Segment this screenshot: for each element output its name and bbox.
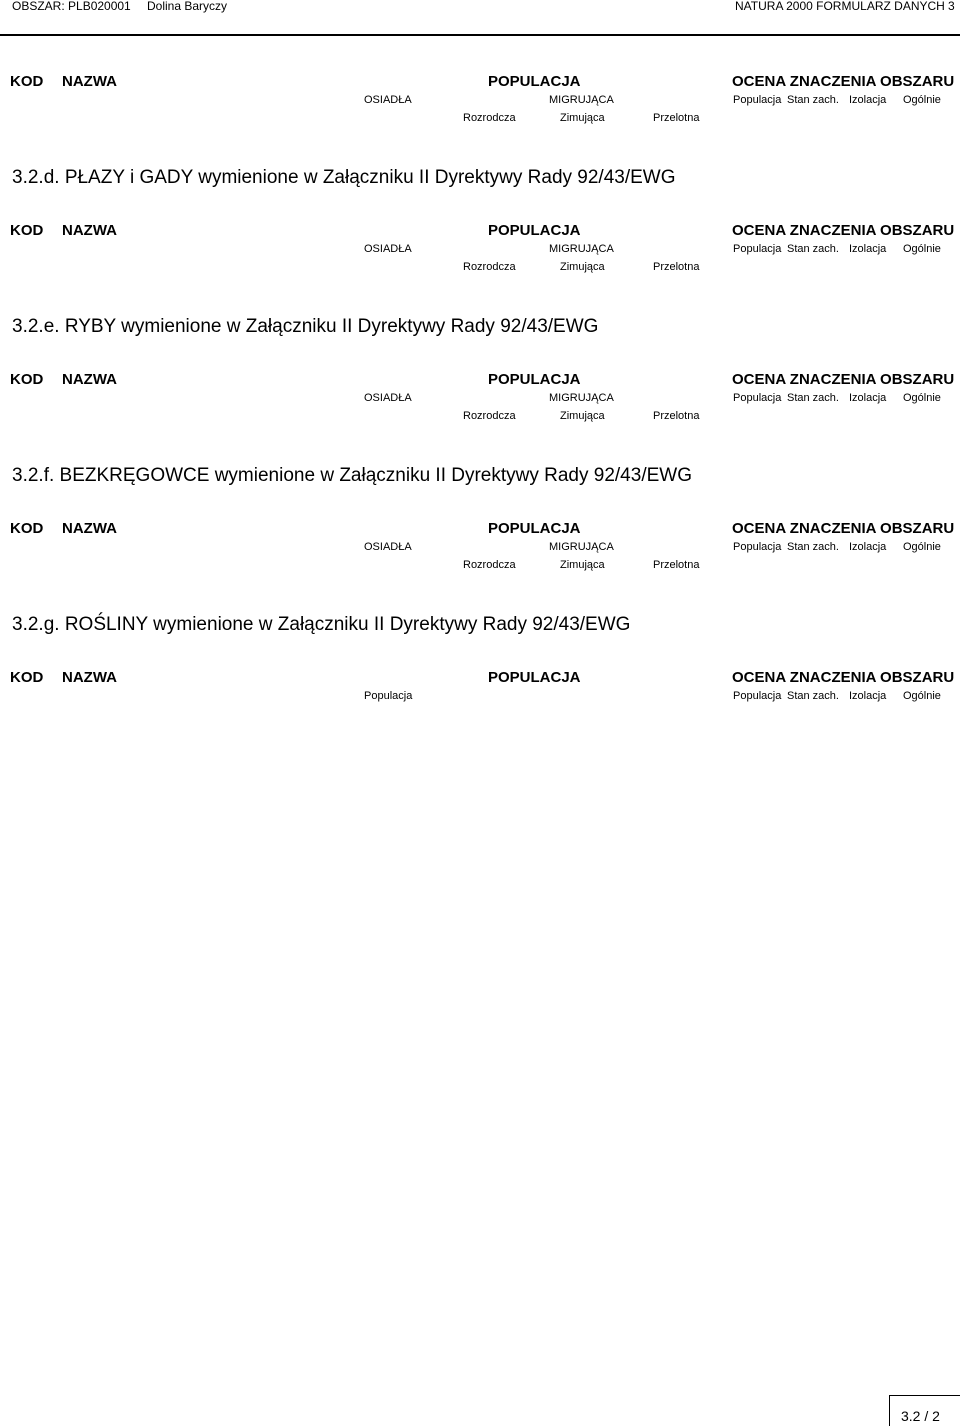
col-nazwa: NAZWA: [62, 669, 117, 686]
col-populacja: POPULACJA: [488, 222, 581, 239]
header-obszar: OBSZAR: PLB020001: [12, 0, 131, 13]
col-rozrodcza: Rozrodcza: [463, 559, 516, 571]
table-header: [0, 223, 960, 279]
col-kod: KOD: [10, 669, 44, 686]
col-osiadla: OSIADŁA: [364, 243, 412, 255]
col-ocena: OCENA ZNACZENIA OBSZARU: [732, 520, 955, 537]
col-rozrodcza: Rozrodcza: [463, 112, 516, 124]
header-form-title: NATURA 2000 FORMULARZ DANYCH: [735, 0, 945, 13]
col-osiadla: OSIADŁA: [364, 392, 412, 404]
col-ocena-populacja: Populacja: [733, 243, 782, 255]
col-migrujaca: MIGRUJĄCA: [549, 541, 614, 553]
col-rozrodcza: Rozrodcza: [463, 261, 516, 273]
col-ogolnie: Ogólnie: [903, 541, 941, 553]
col-stan-zach: Stan zach.: [787, 392, 839, 404]
footer-rule-vertical: [889, 1395, 890, 1426]
col-populacja: POPULACJA: [488, 371, 581, 388]
col-populacja: POPULACJA: [488, 73, 581, 90]
col-ogolnie: Ogólnie: [903, 690, 941, 702]
col-populacja: POPULACJA: [488, 669, 581, 686]
col-izolacja: Izolacja: [849, 690, 887, 702]
section-title-amphibians: 3.2.d. PŁAZY i GADY wymienione w Załączniku II Dyrektywy Rady 92/43/EWG: [12, 167, 676, 188]
col-izolacja: Izolacja: [849, 243, 887, 255]
col-ocena: OCENA ZNACZENIA OBSZARU: [732, 73, 955, 90]
header-page-number: 3: [948, 0, 955, 13]
col-populacja: POPULACJA: [488, 520, 581, 537]
col-populacja-sub: Populacja: [364, 690, 413, 702]
col-stan-zach: Stan zach.: [787, 94, 839, 106]
header-site-name: Dolina Baryczy: [147, 0, 228, 13]
col-kod: KOD: [10, 520, 44, 537]
col-ocena: OCENA ZNACZENIA OBSZARU: [732, 222, 955, 239]
col-stan-zach: Stan zach.: [787, 243, 839, 255]
col-przelotna: Przelotna: [653, 410, 700, 422]
col-osiadla: OSIADŁA: [364, 94, 412, 106]
col-kod: KOD: [10, 222, 44, 239]
table-header: [0, 521, 960, 577]
col-kod: KOD: [10, 371, 44, 388]
table-header: [0, 670, 960, 710]
col-zimujaca: Zimująca: [560, 559, 605, 571]
table-header: [0, 372, 960, 428]
col-ocena: OCENA ZNACZENIA OBSZARU: [732, 371, 955, 388]
col-ogolnie: Ogólnie: [903, 392, 941, 404]
footer-rule-horizontal: [889, 1395, 960, 1396]
col-migrujaca: MIGRUJĄCA: [549, 94, 614, 106]
section-title-fish: 3.2.e. RYBY wymienione w Załączniku II Dyrektywy Rady 92/43/EWG: [12, 316, 599, 337]
col-migrujaca: MIGRUJĄCA: [549, 243, 614, 255]
section-title-invertebrates: 3.2.f. BEZKRĘGOWCE wymienione w Załączniku II Dyrektywy Rady 92/43/EWG: [12, 465, 692, 486]
col-zimujaca: Zimująca: [560, 261, 605, 273]
col-przelotna: Przelotna: [653, 112, 700, 124]
col-ogolnie: Ogólnie: [903, 94, 941, 106]
col-stan-zach: Stan zach.: [787, 541, 839, 553]
col-zimujaca: Zimująca: [560, 112, 605, 124]
header-rule: [0, 34, 960, 36]
col-ocena-populacja: Populacja: [733, 94, 782, 106]
footer-page-label: 3.2 / 2: [901, 1408, 940, 1424]
col-ogolnie: Ogólnie: [903, 243, 941, 255]
table-header: [0, 74, 960, 130]
col-rozrodcza: Rozrodcza: [463, 410, 516, 422]
col-nazwa: NAZWA: [62, 73, 117, 90]
col-kod: KOD: [10, 73, 44, 90]
col-osiadla: OSIADŁA: [364, 541, 412, 553]
col-stan-zach: Stan zach.: [787, 690, 839, 702]
col-izolacja: Izolacja: [849, 392, 887, 404]
col-ocena-populacja: Populacja: [733, 392, 782, 404]
col-izolacja: Izolacja: [849, 541, 887, 553]
col-nazwa: NAZWA: [62, 520, 117, 537]
section-title-plants: 3.2.g. ROŚLINY wymienione w Załączniku II Dyrektywy Rady 92/43/EWG: [12, 614, 631, 635]
col-migrujaca: MIGRUJĄCA: [549, 392, 614, 404]
col-nazwa: NAZWA: [62, 222, 117, 239]
col-ocena-populacja: Populacja: [733, 541, 782, 553]
col-ocena: OCENA ZNACZENIA OBSZARU: [732, 669, 955, 686]
col-nazwa: NAZWA: [62, 371, 117, 388]
col-przelotna: Przelotna: [653, 559, 700, 571]
col-przelotna: Przelotna: [653, 261, 700, 273]
col-ocena-populacja: Populacja: [733, 690, 782, 702]
col-zimujaca: Zimująca: [560, 410, 605, 422]
col-izolacja: Izolacja: [849, 94, 887, 106]
